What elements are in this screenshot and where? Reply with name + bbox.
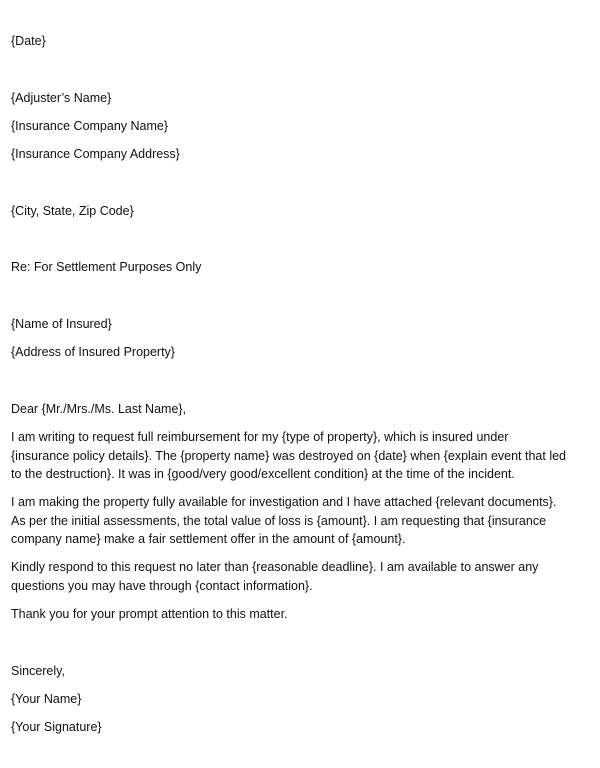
paragraph-line: Kindly respond to this request no later than {reasonable deadline}. I am available to answer any bbox=[11, 560, 539, 574]
paragraph-line: to the destruction}. It was in {good/very good/excellent condition} at the time of the incident. bbox=[11, 467, 515, 481]
paragraph-investigation bbox=[11, 493, 593, 549]
paragraph-line: {insurance policy details}. The {property name} was destroyed on {date} when {explain event that led bbox=[11, 448, 567, 463]
insured-name: {Name of Insured} bbox=[11, 317, 112, 331]
paragraph-line: I am writing to request full reimbursement for my {type of property}, which is insured under bbox=[11, 430, 509, 444]
insurance-company-name: {Insurance Company Name} bbox=[11, 119, 169, 133]
date-line: {Date} bbox=[11, 34, 46, 48]
city-state-zip: {City, State, Zip Code} bbox=[11, 204, 134, 218]
insured-property-address: {Address of Insured Property} bbox=[11, 345, 175, 359]
paragraph-line: As per the initial assessments, the total value of loss is {amount}. I am requesting that {insurance bbox=[11, 513, 547, 528]
paragraph-line: I am making the property fully available for investigation and I have attached {relevant documents}. bbox=[11, 495, 557, 509]
your-signature: {Your Signature} bbox=[11, 720, 102, 734]
paragraph-line: questions you may have through {contact information}. bbox=[11, 578, 313, 593]
your-name: {Your Name} bbox=[11, 692, 82, 706]
paragraph-reimbursement-request bbox=[11, 428, 593, 484]
insurance-company-address: {Insurance Company Address} bbox=[11, 147, 180, 161]
subject-line: Re: For Settlement Purposes Only bbox=[11, 260, 202, 274]
salutation: Dear {Mr./Mrs./Ms. Last Name}, bbox=[11, 402, 187, 416]
adjuster-name: {Adjuster’s Name} bbox=[11, 91, 112, 105]
closing: Sincerely, bbox=[11, 664, 65, 678]
paragraph-line: company name} make a fair settlement offer in the amount of {amount}. bbox=[11, 532, 406, 546]
thank-you-line: Thank you for your prompt attention to this matter. bbox=[11, 607, 288, 621]
paragraph-response-request bbox=[11, 558, 593, 595]
